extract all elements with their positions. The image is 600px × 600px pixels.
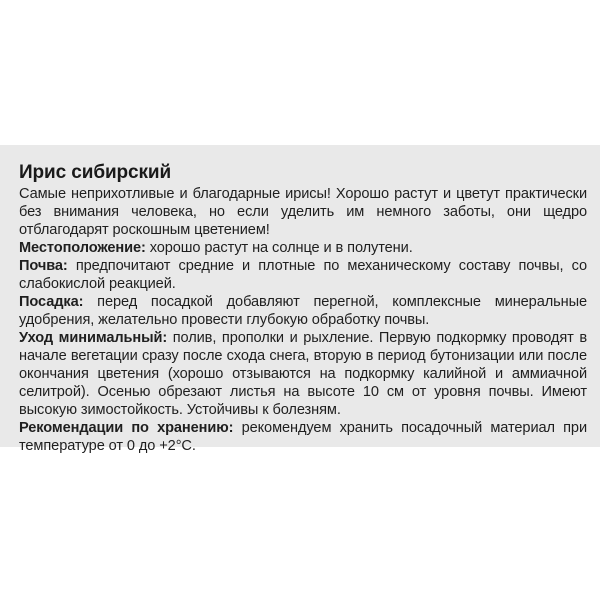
section-text: рекомендуем хранить посадочный материал при температуре от 0 до +2°С. <box>19 420 588 454</box>
section-text: перед посадкой добавляют перегной, комплексные минеральные удобрения, желательно провести глубокую обработку почвы. <box>19 294 587 328</box>
section-term: Местоположение: <box>19 240 146 256</box>
section-text: хорошо растут на солнце и в полутени. <box>145 240 413 256</box>
section-storage <box>19 419 587 455</box>
product-label-card <box>0 145 600 454</box>
label-content <box>19 161 587 455</box>
section-text: предпочитают средние и плотные по механическому составу почвы, со слабокислой реакцией. <box>19 258 587 292</box>
section-text: полив, прополки и рыхление. Первую подкормку проводят в начале вегетации сразу после схода снега, вторую в период бутонизации или после окончания цветения (хорошо отзываются на подкормку калийной и аммиачной селитрой). Осенью обрезают листья на высоте 10 см от уровня почвы. Имеют высокую зимостойкость. Устойчивы к болезням. <box>19 330 587 418</box>
section-planting <box>19 293 587 329</box>
page-title: Ирис сибирский <box>19 162 172 183</box>
section-location <box>19 239 587 257</box>
section-soil <box>19 257 587 293</box>
section-term: Почва: <box>19 258 68 274</box>
section-term: Посадка: <box>19 294 84 310</box>
section-term: Рекомендации по хранению: <box>19 420 234 436</box>
intro-paragraph: Самые неприхотливые и благодарные ирисы! Хорошо растут и цветут практически без внимания человека, но если уделить им немного заботы, они щедро отблагодарят роскошным цветением! <box>19 186 587 238</box>
section-term: Уход минимальный: <box>19 330 168 346</box>
section-care <box>19 329 587 419</box>
